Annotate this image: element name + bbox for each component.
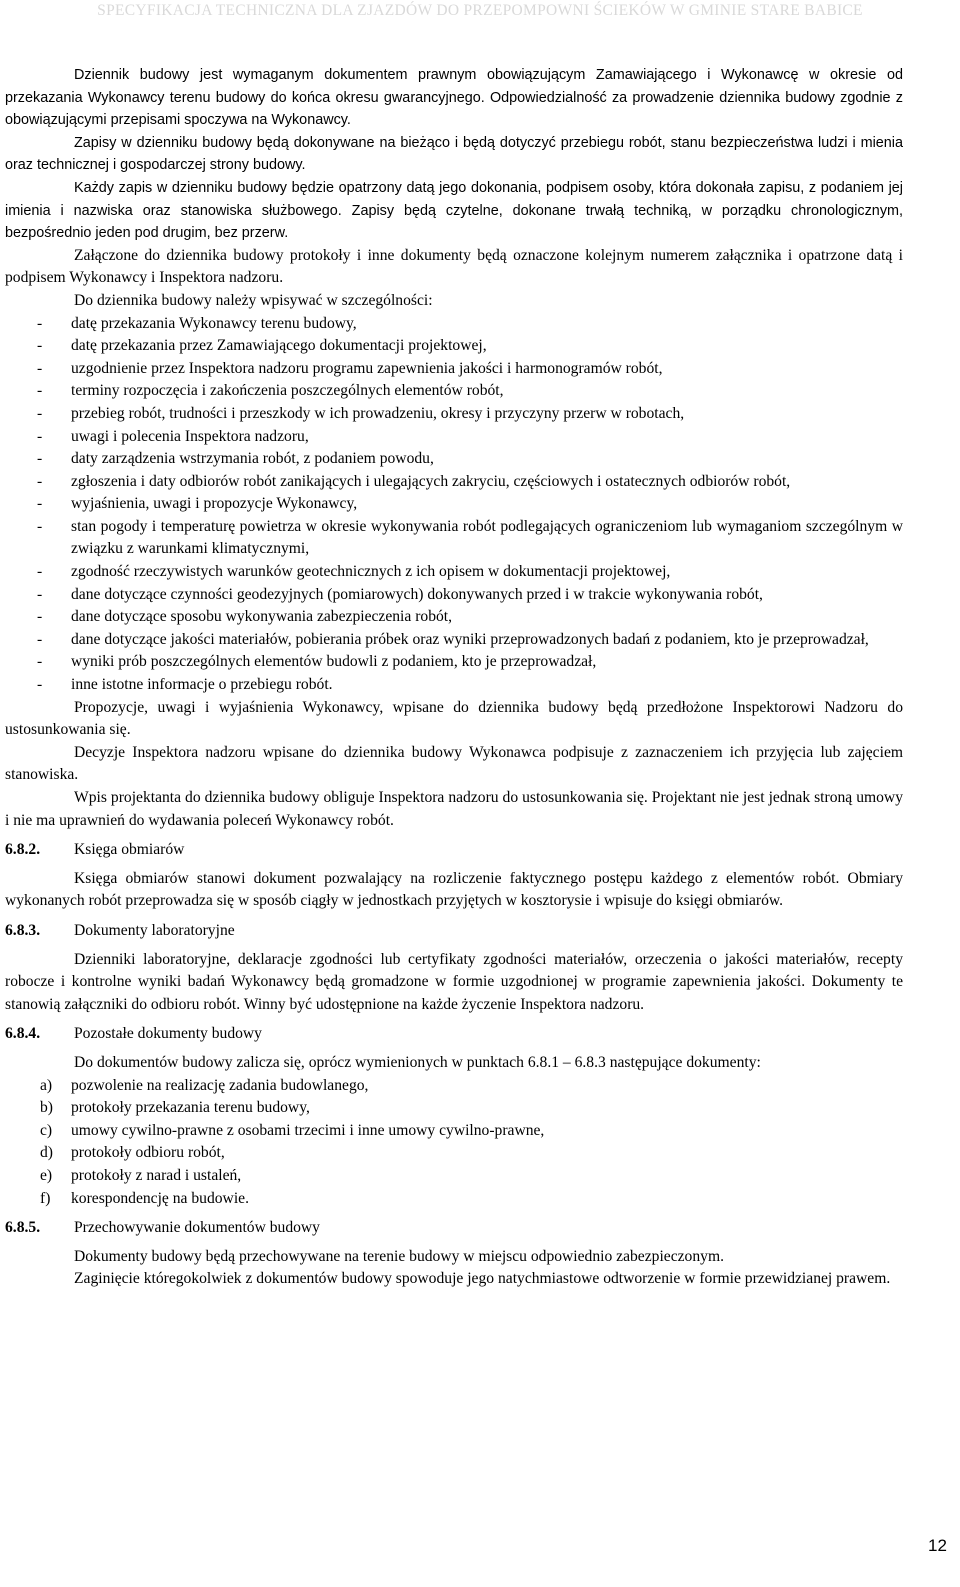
- list-marker: -: [37, 337, 43, 355]
- list-item-text: umowy cywilno-prawne z osobami trzecimi i inne umowy cywilno-prawne,: [71, 1121, 545, 1139]
- list-item-text: zgodność rzeczywistych warunków geotechnicznych z ich opisem w dokumentacji projektowej,: [71, 563, 671, 581]
- list-item: [5, 335, 903, 358]
- section-heading-6-8-4: [5, 1023, 903, 1046]
- list-marker: a): [40, 1076, 53, 1094]
- list-item: [5, 380, 903, 403]
- section-heading-6-8-3: [5, 920, 903, 943]
- list-item-text: dane dotyczące sposobu wykonywania zabezpieczenia robót,: [71, 608, 453, 626]
- list-item: [5, 1120, 903, 1143]
- section-heading-6-8-2: [5, 839, 903, 862]
- paragraph-measurement-book: Księga obmiarów stanowi dokument pozwalający na rozliczenie faktycznego postępu każdego z elementów robót. Obmiary wykonanych robót przeprowadza się w sposób ciągły w jednostkach przyjętych w kosztorysie i wpisuje do księgi obmiarów.: [5, 869, 903, 910]
- list-marker: -: [37, 382, 43, 400]
- list-marker: e): [40, 1166, 53, 1184]
- section-title: Przechowywanie dokumentów budowy: [74, 1219, 320, 1237]
- section-number: 6.8.5.: [5, 1219, 41, 1237]
- list-item: [5, 561, 903, 584]
- list-item-text: pozwolenie na realizację zadania budowlanego,: [71, 1076, 369, 1094]
- list-item-text: stan pogody i temperaturę powietrza w okresie wykonywania robót podlegających ograniczeniom lub wymaganiom szczególnym w związku z warunkami klimatycznymi,: [71, 517, 903, 558]
- paragraph-intro-5: Do dziennika budowy należy wpisywać w szczególności:: [74, 291, 433, 309]
- list-marker: -: [37, 653, 43, 671]
- list-item-text: zgłoszenia i daty odbiorów robót zanikających i ulegających zakryciu, częściowych i ostatecznych odbiorów robót,: [71, 472, 791, 490]
- list-item: [5, 403, 903, 426]
- list-marker: -: [37, 585, 43, 603]
- diary-entries-list: [5, 313, 903, 697]
- paragraph-storage: Dokumenty budowy będą przechowywane na terenie budowy w miejscu odpowiednio zabezpieczonym.: [74, 1247, 724, 1265]
- paragraph-intro-4: Załączone do dziennika budowy protokoły i inne dokumenty będą oznaczone kolejnym numerem załącznika i opatrzone datą i podpisem Wykonawcy i Inspektora nadzoru.: [5, 246, 903, 287]
- list-item: [5, 1142, 903, 1165]
- list-marker: -: [37, 495, 43, 513]
- section-title: Księga obmiarów: [74, 841, 185, 859]
- paragraph-proposals: Propozycje, uwagi i wyjaśnienia Wykonawcy, wpisane do dziennika budowy będą przedłożone Inspektorowi Nadzoru do ustosunkowania się.: [5, 698, 903, 739]
- page-number: 12: [928, 1536, 947, 1555]
- list-item-text: datę przekazania Wykonawcy terenu budowy,: [71, 314, 357, 332]
- list-item-text: wyniki prób poszczególnych elementów budowli z podaniem, kto je przeprowadzał,: [71, 653, 597, 671]
- other-documents-list: [5, 1075, 903, 1211]
- list-item-text: terminy rozpoczęcia i zakończenia poszczególnych elementów robót,: [71, 382, 504, 400]
- list-item: [5, 674, 903, 697]
- list-item-text: dane dotyczące czynności geodezyjnych (pomiarowych) dokonywanych przed i w trakcie wykonywania robót,: [71, 585, 763, 603]
- list-item: [5, 629, 903, 652]
- list-marker: f): [40, 1189, 51, 1207]
- document-body: [5, 64, 903, 1291]
- list-item-text: wyjaśnienia, uwagi i propozycje Wykonawcy,: [71, 495, 358, 513]
- list-item: [5, 426, 903, 449]
- paragraph-designer-entry: Wpis projektanta do dziennika budowy obliguje Inspektora nadzoru do ustosunkowania się. Projektant nie jest jednak stroną umowy i nie ma uprawnień do wydawania poleceń Wykonawcy robót.: [5, 789, 903, 829]
- list-marker: -: [37, 608, 43, 626]
- list-marker: d): [40, 1144, 53, 1162]
- list-marker: -: [37, 450, 43, 468]
- list-item: [5, 651, 903, 674]
- list-item: [5, 1165, 903, 1188]
- paragraph-decisions: Decyzje Inspektora nadzoru wpisane do dziennika budowy Wykonawca podpisuje z zaznaczeniem ich przyjęcia lub zajęciem stanowiska.: [5, 743, 903, 784]
- paragraph-intro-1: Dziennik budowy jest wymaganym dokumentem prawnym obowiązującym Zamawiającego i Wykonawcę w okresie od przekazania Wykonawcy terenu budowy do końca okresu gwarancyjnego. Odpowiedzialność za prowadzenie dziennika budowy zgodnie z obowiązującymi przepisami spoczywa na Wykonawcy.: [5, 67, 903, 129]
- paragraph-intro-3: Każdy zapis w dzienniku budowy będzie opatrzony datą jego dokonania, podpisem osoby, która dokonała zapisu, z podaniem jej imienia i nazwiska oraz stanowiska służbowego. Zapisy będą czytelne, dokonane trwałą techniką, w porządku chronologicznym, bezpośrednio jeden pod drugim, bez przerw.: [5, 179, 903, 242]
- list-marker: c): [40, 1121, 53, 1139]
- list-item: [5, 358, 903, 381]
- page-header: SPECYFIKACJA TECHNICZNA DLA ZJAZDÓW DO PRZEPOMPOWNI ŚCIEKÓW W GMINIE STARE BABICE: [97, 2, 863, 19]
- section-heading-6-8-5: [5, 1217, 903, 1240]
- list-item-text: datę przekazania przez Zamawiającego dokumentacji projektowej,: [71, 337, 487, 355]
- section-number: 6.8.2.: [5, 841, 41, 859]
- list-item-text: daty zarządzenia wstrzymania robót, z podaniem powodu,: [71, 450, 434, 468]
- paragraph-loss: Zaginięcie któregokolwiek z dokumentów budowy spowoduje jego natychmiastowe odtworzenie w formie przewidzianej prawem.: [74, 1270, 891, 1288]
- section-number: 6.8.4.: [5, 1025, 41, 1043]
- list-item-text: dane dotyczące jakości materiałów, pobierania próbek oraz wyniki przeprowadzonych badań z podaniem, kto je przeprowadzał,: [71, 630, 869, 648]
- paragraph-intro-2: Zapisy w dzienniku budowy będą dokonywane na bieżąco i będą dotyczyć przebiegu robót, stanu bezpieczeństwa ludzi i mienia oraz technicznej i gospodarczej strony budowy.: [5, 134, 903, 174]
- list-marker: -: [37, 563, 43, 581]
- list-marker: -: [37, 427, 43, 445]
- list-marker: -: [37, 314, 43, 332]
- list-marker: -: [37, 517, 43, 535]
- list-item: [5, 493, 903, 516]
- list-item-text: uwagi i polecenia Inspektora nadzoru,: [71, 427, 309, 445]
- list-item-text: protokoły z narad i ustaleń,: [71, 1166, 242, 1184]
- list-item: [5, 1188, 903, 1211]
- list-marker: -: [37, 404, 43, 422]
- list-item-text: przebieg robót, trudności i przeszkody w ich prowadzeniu, okresy i przyczyny przerw w robotach,: [71, 404, 685, 422]
- list-item: [5, 1075, 903, 1098]
- list-item: [5, 606, 903, 629]
- list-item-text: protokoły odbioru robót,: [71, 1144, 225, 1162]
- list-item-text: uzgodnienie przez Inspektora nadzoru programu zapewnienia jakości i harmonogramów robót,: [71, 359, 663, 377]
- list-marker: -: [37, 359, 43, 377]
- list-marker: -: [37, 676, 43, 694]
- list-item: [5, 313, 903, 336]
- list-item: [5, 1097, 903, 1120]
- list-item: [5, 471, 903, 494]
- list-item-text: korespondencję na budowie.: [71, 1189, 249, 1207]
- list-marker: -: [37, 472, 43, 490]
- paragraph-other-documents: Do dokumentów budowy zalicza się, oprócz wymienionych w punktach 6.8.1 – 6.8.3 następujące dokumenty:: [74, 1053, 761, 1071]
- section-number: 6.8.3.: [5, 921, 41, 939]
- section-title: Pozostałe dokumenty budowy: [74, 1025, 262, 1043]
- list-item-text: protokoły przekazania terenu budowy,: [71, 1099, 310, 1117]
- list-item: [5, 448, 903, 471]
- list-marker: -: [37, 630, 43, 648]
- list-item: [5, 584, 903, 607]
- list-item: [5, 516, 903, 561]
- list-item-text: inne istotne informacje o przebiegu robót.: [71, 676, 333, 694]
- list-marker: b): [40, 1099, 53, 1117]
- section-title: Dokumenty laboratoryjne: [74, 921, 235, 939]
- paragraph-laboratory-documents: Dzienniki laboratoryjne, deklaracje zgodności lub certyfikaty zgodności materiałów, orzeczenia o jakości materiałów, recepty robocze i kontrolne wyniki badań Wykonawcy będą gromadzone w formie uzgodnionej w programie zapewnienia jakości. Dokumenty te stanowią załączniki do odbioru robót. Winny być udostępnione na każde życzenie Inspektora nadzoru.: [5, 950, 903, 1013]
